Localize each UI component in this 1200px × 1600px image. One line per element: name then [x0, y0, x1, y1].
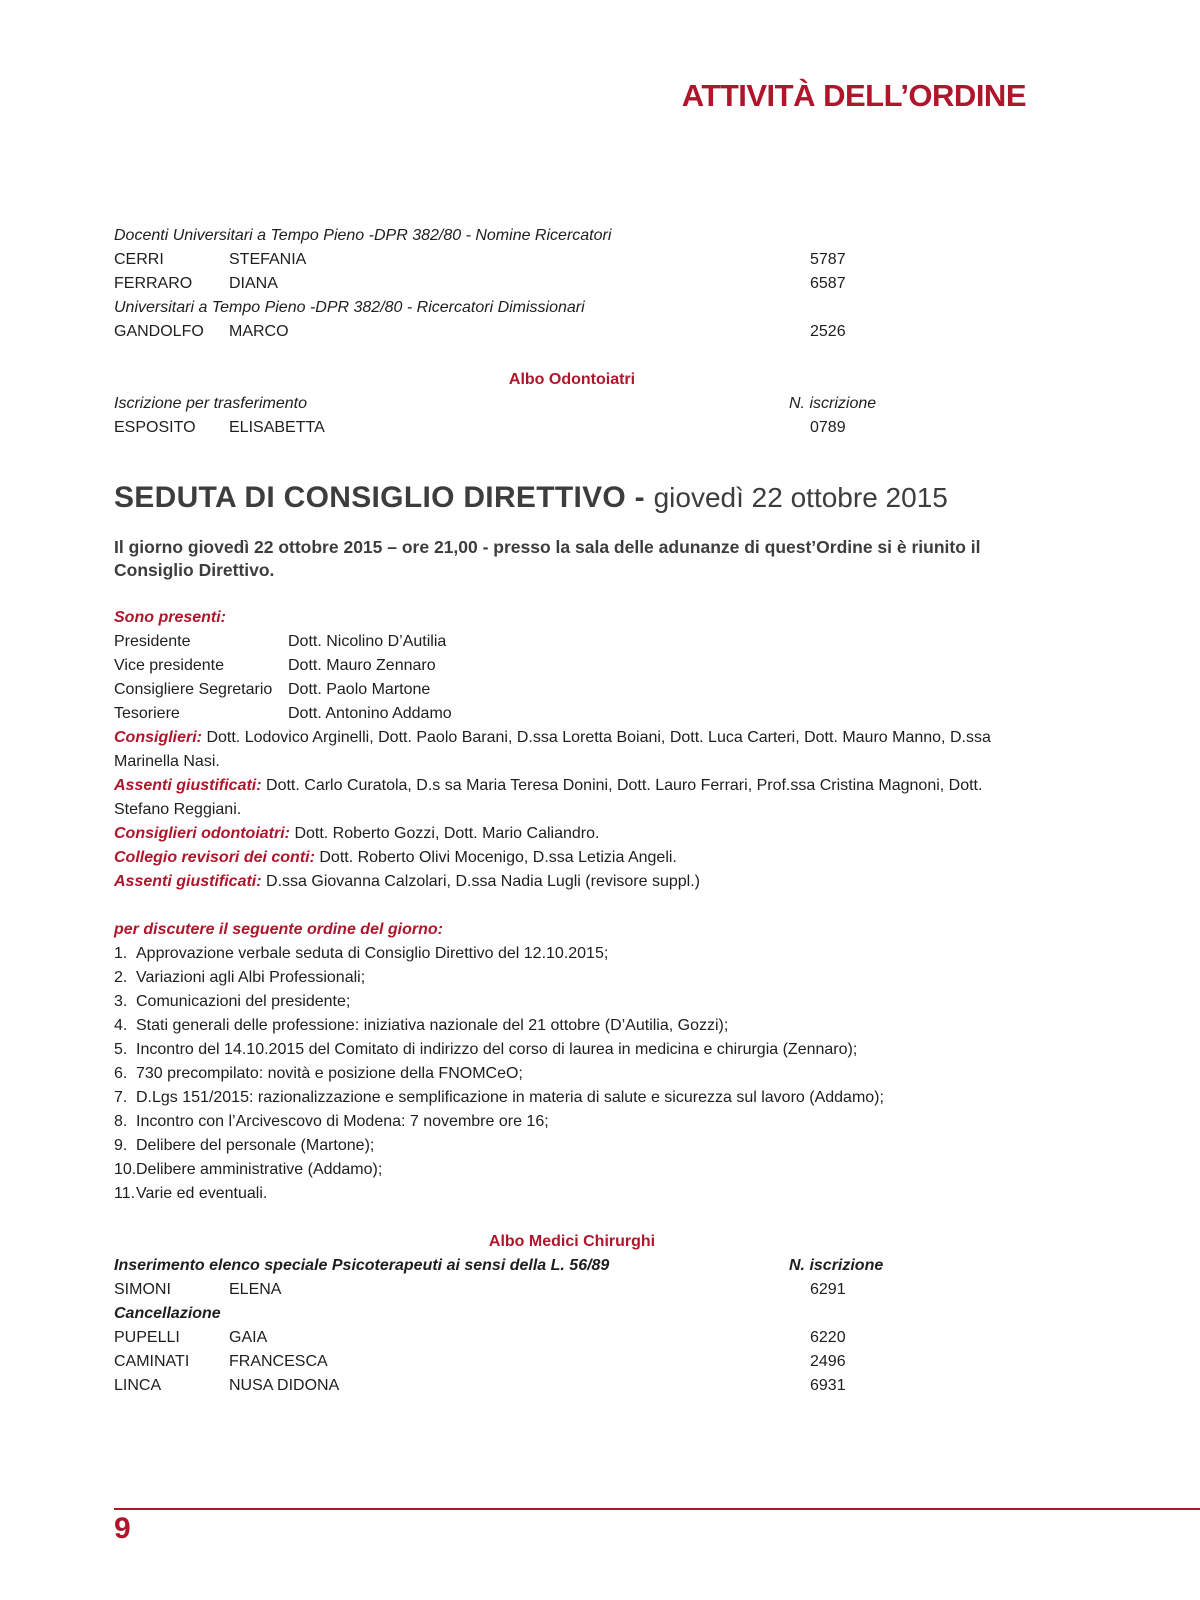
surname: CERRI	[114, 251, 164, 268]
assenti-revisori-paragraph	[114, 870, 1030, 894]
list-item	[114, 1086, 1030, 1110]
officer-row	[114, 654, 1030, 678]
subheading: Iscrizione per trasferimento	[114, 395, 307, 412]
list-number: 10.	[114, 1161, 137, 1178]
seduta-title	[114, 478, 1030, 518]
consiglieri-paragraph	[114, 726, 1030, 774]
list-text: Comunicazioni del presidente;	[136, 993, 351, 1010]
table-row	[114, 1326, 1030, 1350]
albo-medici-title: Albo Medici Chirurghi	[488, 1233, 656, 1250]
list-item	[114, 1158, 1030, 1182]
page-number: 9	[114, 1512, 131, 1545]
firstname: STEFANIA	[229, 251, 307, 268]
list-text: 730 precompilato: novità e posizione della FNOMCeO;	[136, 1065, 523, 1082]
consiglieri-label: Consiglieri:	[114, 729, 203, 746]
table-row	[114, 416, 1030, 440]
albo-odontoiatri-title: Albo Odontoiatri	[508, 371, 636, 388]
revisori-paragraph	[114, 846, 1030, 870]
assenti-revisori-text: D.ssa Giovanna Calzolari, D.ssa Nadia Lugli (revisore suppl.)	[261, 873, 700, 890]
registration-number: 6220	[810, 1329, 846, 1346]
list-number: 1.	[114, 945, 128, 962]
number-column-heading: N. iscrizione	[789, 395, 877, 412]
assenti-label: Assenti giustificati:	[114, 777, 262, 794]
firstname: ELISABETTA	[229, 419, 325, 436]
table-row	[114, 1374, 1030, 1398]
assenti-paragraph	[114, 774, 1030, 822]
surname: GANDOLFO	[114, 323, 204, 340]
list-text: D.Lgs 151/2015: razionalizzazione e semplificazione in materia di salute e sicurezza sul lavoro (Addamo);	[136, 1089, 884, 1106]
surname: ESPOSITO	[114, 419, 196, 436]
list-number: 5.	[114, 1041, 128, 1058]
firstname: ELENA	[229, 1281, 282, 1298]
section-header-title: ATTIVITÀ DELL’ORDINE	[681, 78, 1026, 113]
officer-role: Consigliere Segretario	[114, 681, 273, 698]
list-number: 2.	[114, 969, 128, 986]
subheading-row	[114, 392, 1030, 416]
footer-divider	[114, 1508, 1200, 1510]
table-row	[114, 1350, 1030, 1374]
surname: SIMONI	[114, 1281, 171, 1298]
registration-number: 6291	[810, 1281, 846, 1298]
list-item	[114, 1182, 1030, 1206]
firstname: GAIA	[229, 1329, 268, 1346]
list-text: Varie ed eventuali.	[136, 1185, 268, 1202]
list-text: Incontro con l’Arcivescovo di Modena: 7 novembre ore 16;	[136, 1113, 549, 1130]
list-item	[114, 990, 1030, 1014]
seduta-title-main: SEDUTA DI CONSIGLIO DIRETTIVO -	[114, 481, 654, 514]
list-item	[114, 1014, 1030, 1038]
list-text: Incontro del 14.10.2015 del Comitato di indirizzo del corso di laurea in medicina e chirurgia (Zennaro);	[136, 1041, 858, 1058]
list-number: 8.	[114, 1113, 128, 1130]
agenda-list	[114, 942, 1030, 1206]
table-row	[114, 272, 1030, 296]
list-number: 6.	[114, 1065, 128, 1082]
list-item	[114, 1134, 1030, 1158]
seduta-intro: Il giorno giovedì 22 ottobre 2015 – ore 21,00 - presso la sala delle adunanze di quest’Ordine si è riunito il Consiglio Direttivo.	[114, 537, 981, 580]
number-column-heading: N. iscrizione	[789, 1257, 884, 1274]
registration-number: 0789	[810, 419, 846, 436]
seduta-title-date: giovedì 22 ottobre 2015	[653, 482, 948, 513]
section-heading: Docenti Universitari a Tempo Pieno -DPR 382/80 - Nomine Ricercatori	[114, 227, 612, 244]
cancellazione-label: Cancellazione	[114, 1305, 221, 1322]
list-number: 7.	[114, 1089, 128, 1106]
list-item	[114, 966, 1030, 990]
consiglieri-odontoiatri-label: Consiglieri odontoiatri:	[114, 825, 290, 842]
officer-row	[114, 678, 1030, 702]
table-row	[114, 320, 1030, 344]
list-text: Approvazione verbale seduta di Consiglio Direttivo del 12.10.2015;	[136, 945, 609, 962]
list-number: 3.	[114, 993, 128, 1010]
presenti-label: Sono presenti:	[114, 609, 227, 626]
list-item	[114, 1062, 1030, 1086]
table-row	[114, 248, 1030, 272]
revisori-label: Collegio revisori dei conti:	[114, 849, 315, 866]
list-item	[114, 1110, 1030, 1134]
officer-role: Presidente	[114, 633, 191, 650]
officer-name: Dott. Paolo Martone	[288, 681, 431, 698]
agenda-label: per discutere il seguente ordine del giorno:	[114, 921, 443, 938]
firstname: NUSA DIDONA	[229, 1377, 340, 1394]
subheading-row	[114, 1254, 1030, 1278]
consiglieri-odontoiatri-text: Dott. Roberto Gozzi, Dott. Mario Caliandro.	[290, 825, 600, 842]
list-item	[114, 942, 1030, 966]
list-number: 11.	[114, 1185, 136, 1202]
officer-role: Vice presidente	[114, 657, 224, 674]
list-text: Stati generali delle professione: iniziativa nazionale del 21 ottobre (D’Autilia, Gozzi);	[136, 1017, 729, 1034]
officer-name: Dott. Antonino Addamo	[288, 705, 452, 722]
registration-number: 6931	[810, 1377, 846, 1394]
list-text: Delibere amministrative (Addamo);	[136, 1161, 383, 1178]
revisori-text: Dott. Roberto Olivi Mocenigo, D.ssa Letizia Angeli.	[314, 849, 677, 866]
section-heading: Universitari a Tempo Pieno -DPR 382/80 - Ricercatori Dimissionari	[114, 299, 585, 316]
officer-name: Dott. Mauro Zennaro	[288, 657, 436, 674]
surname: LINCA	[114, 1377, 162, 1394]
list-text: Variazioni agli Albi Professionali;	[136, 969, 366, 986]
officer-row	[114, 630, 1030, 654]
surname: FERRARO	[114, 275, 193, 292]
assenti-text: Dott. Carlo Curatola, D.s sa Maria Teresa Donini, Dott. Lauro Ferrari, Prof.ssa Cristina Magnoni, Dott. Stefano Reggiani.	[114, 777, 983, 818]
consiglieri-odontoiatri-paragraph	[114, 822, 1030, 846]
registration-number: 6587	[810, 275, 846, 292]
list-item	[114, 1038, 1030, 1062]
consiglieri-text: Dott. Lodovico Arginelli, Dott. Paolo Barani, D.ssa Loretta Boiani, Dott. Luca Carteri, Dott. Mauro Manno, D.ssa Marinella Nasi.	[114, 729, 991, 770]
firstname: DIANA	[229, 275, 278, 292]
registration-number: 2526	[810, 323, 846, 340]
surname: PUPELLI	[114, 1329, 180, 1346]
page-content	[114, 224, 1030, 1398]
firstname: MARCO	[229, 323, 289, 340]
registration-number: 2496	[810, 1353, 846, 1370]
surname: CAMINATI	[114, 1353, 190, 1370]
subheading: Inserimento elenco speciale Psicoterapeuti ai sensi della L. 56/89	[114, 1257, 610, 1274]
list-text: Delibere del personale (Martone);	[136, 1137, 375, 1154]
list-number: 9.	[114, 1137, 128, 1154]
table-row	[114, 1278, 1030, 1302]
list-number: 4.	[114, 1017, 128, 1034]
officer-row	[114, 702, 1030, 726]
officer-role: Tesoriere	[114, 705, 180, 722]
assenti-revisori-label: Assenti giustificati:	[114, 873, 262, 890]
firstname: FRANCESCA	[229, 1353, 328, 1370]
registration-number: 5787	[810, 251, 846, 268]
officer-name: Dott. Nicolino D’Autilia	[288, 633, 447, 650]
